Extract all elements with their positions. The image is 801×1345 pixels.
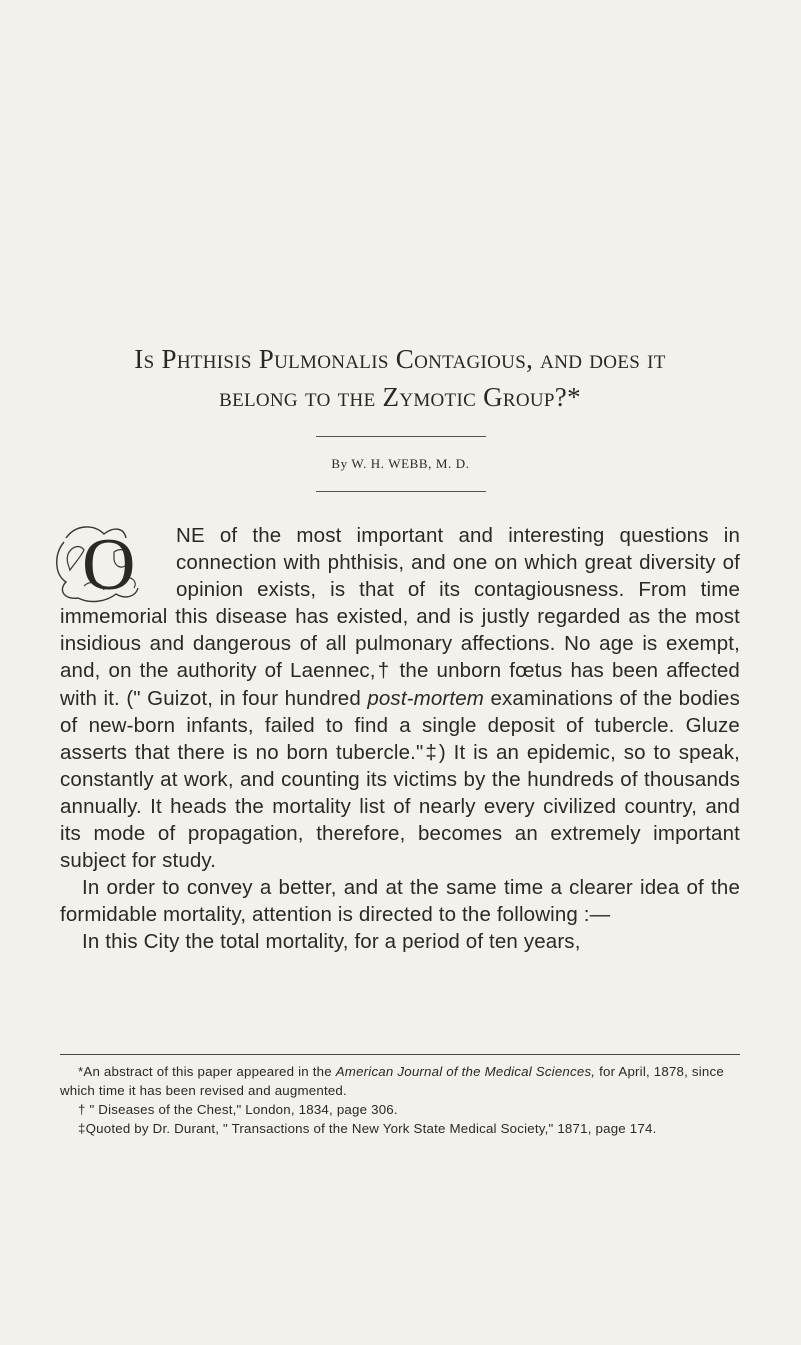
footnote-1-lead: *An abstract of this paper appeared in the <box>78 1064 336 1079</box>
footnote-1-rest: for April, 1878, since which time it has been revised and augmented. <box>60 1064 724 1098</box>
footnote-1-italic: American Journal of the Medical Sciences, <box>335 1064 596 1079</box>
dropcap-letter: O <box>82 524 136 606</box>
footnote-1 <box>60 1062 740 1100</box>
article-body <box>60 522 740 956</box>
byline-rule <box>316 491 486 492</box>
paragraph-1-lead: NE of the most important and interesting questions in connection with phthisis, and one on which great diversity of opinion exists, is that of its contagiousness. From time immemorial this disease has existed, and is justly regarded as the most insidious and dangerous of all pulmonary affections. No age is exempt, and, on the authority of Laennec,† the unborn fœtus has been affected with it. (" Guizot, in four hundred <box>60 524 740 710</box>
paragraph-1-rest: examinations of the bodies of new-born infants, failed to find a single deposit of tubercle. Gluze asserts that there is no born tubercle."‡) It is an epidemic, so to speak, constantly at work, and counting its victims by the hundreds of thousands annually. It heads the mortality list of nearly every civilized country, and its mode of propagation, therefore, becomes an extremely important subject for study. <box>60 686 740 873</box>
paragraph-2: In order to convey a better, and at the same time a clearer idea of the formidable mortality, attention is directed to the following :— <box>60 876 740 927</box>
paragraph-1-italic: post-mortem <box>367 686 485 710</box>
ornamental-dropcap-icon <box>54 524 172 606</box>
article-title <box>60 340 740 416</box>
paragraph-3: In this City the total mortality, for a period of ten years, <box>82 930 581 954</box>
byline: By W. H. WEBB, M. D. <box>331 456 470 471</box>
title-line-2: belong to the Zymotic Group?* <box>219 382 581 412</box>
title-line-1: Is Phthisis Pulmonalis Contagious, and does it <box>134 344 666 374</box>
footnotes <box>60 1062 740 1138</box>
title-rule <box>316 436 486 437</box>
footnote-2: † " Diseases of the Chest," London, 1834, page 306. <box>78 1102 398 1117</box>
footnote-rule <box>60 1054 740 1055</box>
paragraph-1 <box>60 522 740 874</box>
footnote-3: ‡Quoted by Dr. Durant, " Transactions of the New York State Medical Society," 1871, page 174. <box>78 1121 657 1136</box>
